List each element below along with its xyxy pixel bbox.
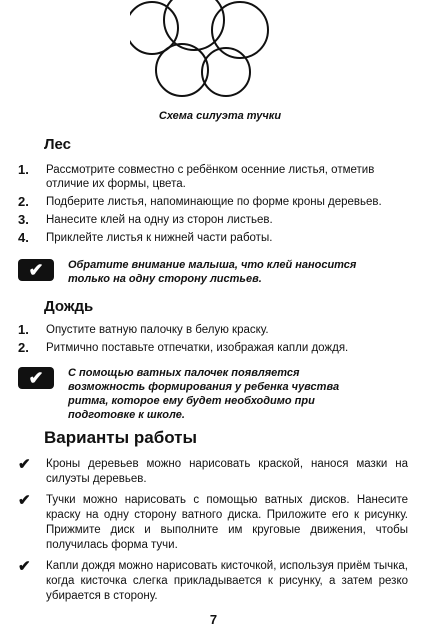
step-text: Ритмично поставьте отпечатки, изображая капли дождя. (46, 342, 349, 354)
note-text: Обратите внимание малыша, что клей наносится только на одну сторону листьев. (68, 259, 357, 285)
checkmark-icon: ✔ (18, 558, 31, 575)
step-item (18, 323, 413, 337)
step-text: Приклейте листья к нижней части работы. (46, 232, 273, 244)
checkmark-icon: ✔ (18, 456, 31, 473)
step-text: Опустите ватную палочку в белую краску. (46, 324, 269, 336)
variant-item (18, 493, 413, 553)
variant-item (18, 457, 413, 487)
step-number: 1. (18, 162, 29, 177)
variant-text: Тучки можно нарисовать с помощью ватных дисков. Нанесите краску на одну сторону ватного диска. Приложите его к рисунку. Прижмите диск и выполните им круговые движения, чтобы получилась форма тучи. (46, 494, 408, 551)
step-number: 1. (18, 322, 29, 337)
checkmark-badge-icon: ✔ (18, 259, 54, 281)
step-text: Рассмотрите совместно с ребёнком осенние листья, отметив отличие их формы, цвета. (46, 164, 375, 190)
step-text: Подберите листья, напоминающие по форме кроны деревьев. (46, 196, 382, 208)
page-number: 7 (209, 612, 218, 627)
variants-heading: Варианты работы (44, 428, 197, 447)
variant-text: Капли дождя можно нарисовать кисточкой, используя приём тычка, когда кисточка слегка прикладывается к рисунку, а затем резко убирается в сторону. (46, 560, 408, 602)
step-item (18, 195, 413, 209)
step-number: 3. (18, 212, 29, 227)
cloud-circle (156, 44, 208, 96)
forest-heading: Лес (44, 136, 72, 153)
rain-steps (18, 323, 413, 359)
rain-note (18, 366, 413, 422)
checkmark-badge-icon: ✔ (18, 367, 54, 389)
step-number: 2. (18, 340, 29, 355)
forest-steps (18, 163, 413, 249)
step-item (18, 231, 413, 245)
step-number: 2. (18, 194, 29, 209)
step-item (18, 213, 413, 227)
variant-item (18, 559, 413, 604)
forest-note (18, 258, 413, 286)
step-text: Нанесите клей на одну из сторон листьев. (46, 214, 273, 226)
step-number: 4. (18, 230, 29, 245)
checkmark-icon: ✔ (18, 492, 31, 509)
rain-heading: Дождь (44, 298, 94, 315)
step-item (18, 341, 413, 355)
variants-list (18, 457, 413, 610)
step-item (18, 163, 413, 191)
variant-text: Кроны деревьев можно нарисовать краской, нанося мазки на силуэты деревьев. (46, 458, 408, 485)
note-text: С помощью ватных палочек появляется возможность формирования у ребенка чувства ритма, которое ему будет необходимо при подготовке к школе. (68, 367, 340, 421)
diagram-caption: Схема силуэта тучки (158, 110, 282, 122)
cloud-silhouette-diagram (130, 0, 300, 100)
